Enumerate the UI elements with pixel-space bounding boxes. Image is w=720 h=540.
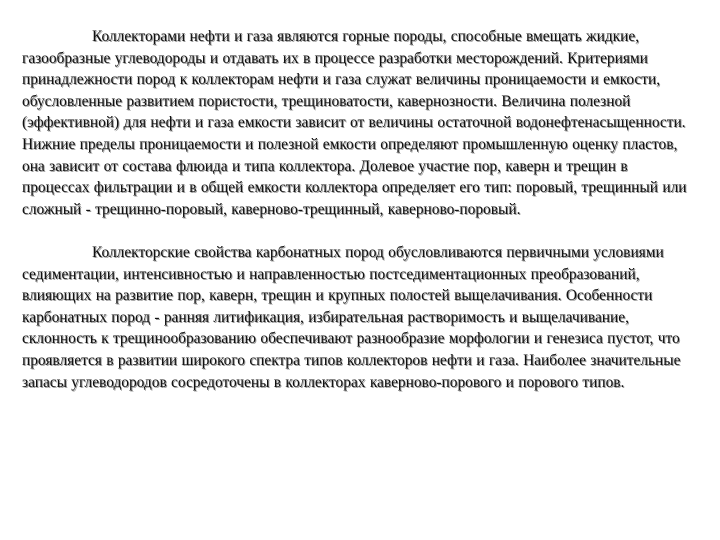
slide-text-body xyxy=(22,26,698,393)
paragraph-carbonate-properties: Коллекторские свойства карбонатных пород обусловливаются первичными условиями седиментации, интенсивностью и направленностью постседиментационных преобразований, влияющих на развитие пор, каверн, трещин и крупных полостей выщелачивания. Особенности карбонатных пород - ранняя литификация, избирательная растворимость и выщелачивание, склонность к трещинообразованию обеспечивают разнообразие морфологии и генезиса пустот, что проявляется в развитии широкого спектра типов коллекторов нефти и газа. Наиболее значительные запасы углеводородов сосредоточены в коллекторах каверново-порового и порового типов. xyxy=(22,243,681,391)
paragraph-reservoir-definition: Коллекторами нефти и газа являются горные породы, способные вмещать жидкие, газообразные углеводороды и отдавать их в процессе разработки месторождений. Критериями принадлежности пород к коллекторам нефти и газа служат величины проницаемости и емкости, обусловленные развитием пористости, трещиноватости, кавернозности. Величина полезной (эффективной) для нефти и газа емкости зависит от величины остаточной водонефтенасыщенности. Нижние пределы проницаемости и полезной емкости определяют промышленную оценку пластов, она зависит от состава флюида и типа коллектора. Долевое участие пор, каверн и трещин в процессах фильтрации и в общей емкости коллектора определяет его тип: поровый, трещинный или сложный - трещинно-поровый, каверново-трещинный, каверново-поровый. xyxy=(22,28,687,218)
